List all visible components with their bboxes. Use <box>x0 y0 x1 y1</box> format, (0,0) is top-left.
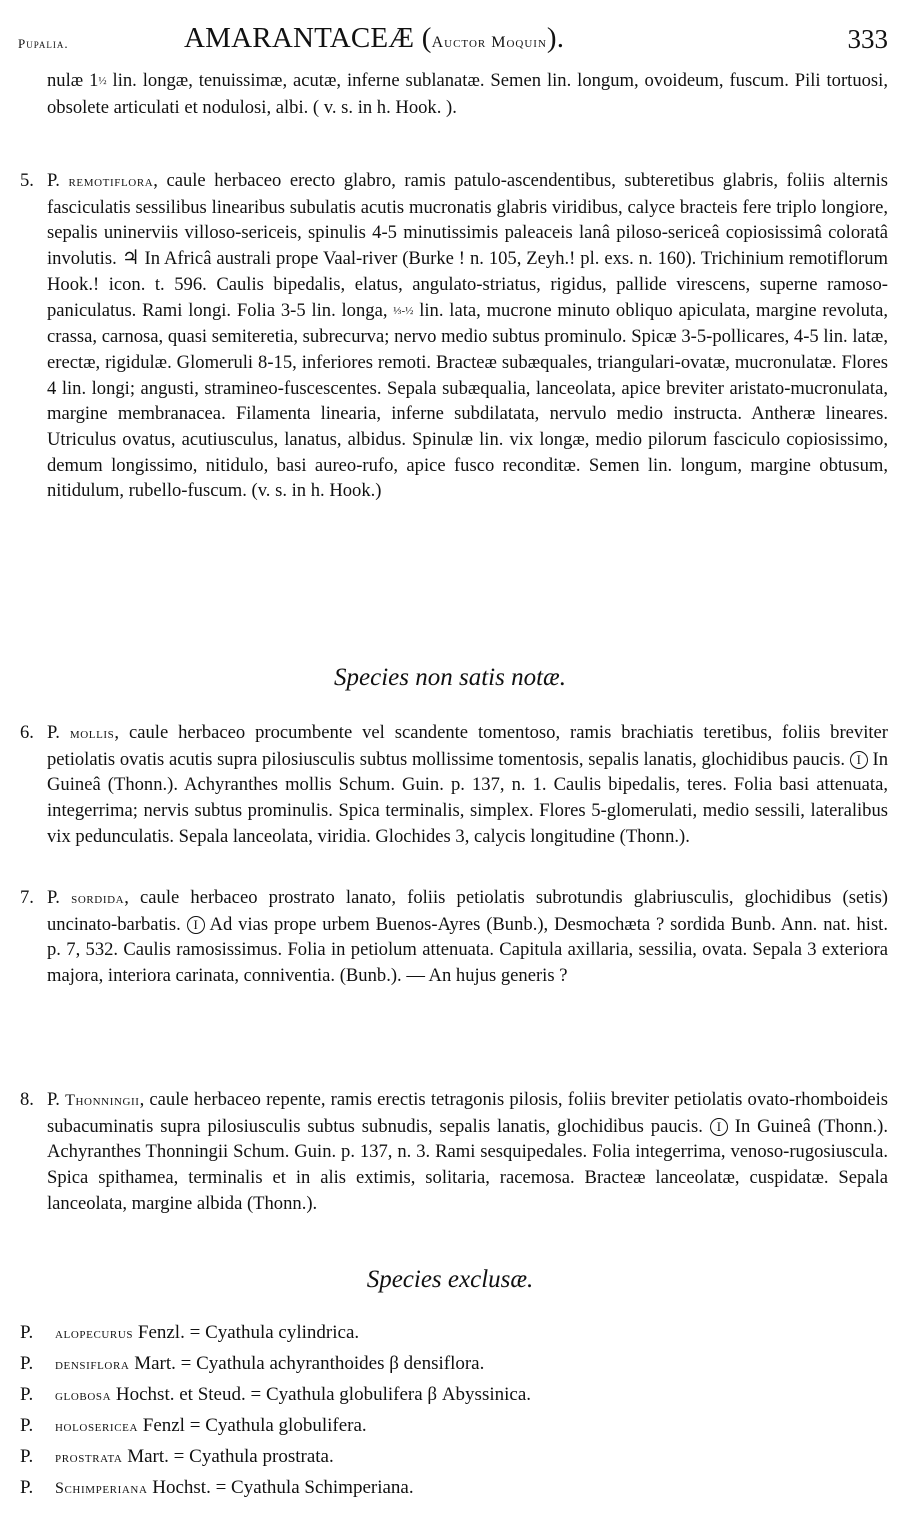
species-name: prostrata <box>55 1449 123 1466</box>
genus-abbr: P. <box>20 1353 34 1374</box>
species-name: remotiflora <box>68 173 154 190</box>
continuation-text-part: nulæ 1 <box>47 70 99 91</box>
description: In Guineâ (Thonn.). Achyranthes mollis Schum. Guin. p. 137, n. 1. Caulis bipedalis, teres. Folia basi attenuata, integerrima; nervis subtus prominulis. Spica terminalis, simplex. Flores 5-glomerulati, medio sessili, lateralibus vix pedunculatis. Sepala lanceolata, viridia. Glochides 3, calycis longitudine (Thonn.). <box>47 748 888 847</box>
species-name: holosericea <box>55 1418 138 1435</box>
species-entry-5 <box>20 168 888 504</box>
excluded-species-item <box>20 1380 531 1411</box>
species-name: Thonningii <box>65 1092 140 1109</box>
species-paragraph <box>20 168 888 504</box>
equals-sign: = <box>180 1353 192 1374</box>
description-part: lin. lata, mucrone minuto obliquo apiculata, margine revoluta, crassa, carnosa, quasi semiteretia, subrecurva; nervo medio subtus prominulo. Spicæ 3-5-pollicares, 4-5 lin. latæ, erectæ, rigidulæ. Glomeruli 8-15, inferiores remoti. Bracteæ subæquales, triangulari-ovatæ, mucronulatæ. Flores 4 lin. longi; angusti, stramineo-fuscescentes. Sepala subæqualia, lanceolata, apice breviter aristato-mucronulata, margine membranacea. Filamenta linearia, inferne subdilatata, nervulo medio instructa. Antheræ lineares. Utriculus ovatus, acutiusculus, lanatus, albidus. Spinulæ lin. vix longæ, medio pilorum fasciculo copiosissimo, demum longissimo, nitidulo, basi aureo-rufo, apice fusco reconditæ. Semen lin. longum, margine obtusum, nitidulum, rubello-fuscum. (v. s. in h. Hook.) <box>47 299 888 502</box>
description: In Guineâ (Thonn.). Achyranthes Thonningii Schum. Guin. p. 137, n. 3. Rami sesquipedales. Folia integerrima, venoso-rugosiuscula. Spica spithamea, terminalis et in alis extimis, solitaria, racemosa. Bracteæ lanceolatæ, cuspidatæ. Sepala lanceolata, margine albida (Thonn.). <box>47 1115 889 1214</box>
synonym: Cyathula globulifera β Abyssinica. <box>265 1384 532 1405</box>
species-author: Mart. <box>134 1353 176 1374</box>
synonym: Cyathula Schimperiana. <box>231 1477 414 1498</box>
species-author: Mart. <box>127 1446 169 1467</box>
continuation-paragraph <box>20 68 888 120</box>
equals-sign: = <box>189 1322 201 1343</box>
species-name: densiflora <box>55 1356 130 1373</box>
species-name: globosa <box>55 1387 112 1404</box>
excluded-species-item <box>20 1473 531 1504</box>
species-name: sordida <box>71 890 125 907</box>
running-head-title: AMARANTACEÆ (Auctor Moquin). <box>184 22 565 54</box>
species-name: mollis <box>69 725 115 742</box>
diagnosis: , caule herbaceo procumbente vel scandente tomentoso, ramis brachiatis teretibus, foliis breviter petiolatis ovatis acutis supra pilosiusculis subtus mollissime tomentosis, sepalis lanatis, glochidibus paucis. <box>47 722 888 770</box>
family-title: AMARANTACEÆ <box>184 22 415 54</box>
species-paragraph <box>20 720 888 850</box>
species-author: Hochst. <box>152 1477 211 1498</box>
section-heading-exclusae: Species exclusæ. <box>366 1266 534 1293</box>
excluded-species-list <box>20 1318 531 1504</box>
synonym: Cyathula cylindrica. <box>205 1322 360 1343</box>
species-entry-8 <box>20 1087 888 1217</box>
synonym: Cyathula prostrata. <box>189 1446 334 1467</box>
continuation-text <box>20 68 888 120</box>
genus-abbr: P. <box>47 887 60 908</box>
species-number: 6. <box>20 722 34 743</box>
genus-abbr: P. <box>20 1477 34 1498</box>
species-number: 7. <box>20 887 34 908</box>
species-paragraph <box>20 885 888 989</box>
synonym: Cyathula globulifera. <box>205 1415 367 1436</box>
species-number: 8. <box>20 1089 34 1110</box>
species-number: 5. <box>20 170 34 191</box>
description: Ad vias prope urbem Buenos-Ayres (Bunb.), Desmochæta ? sordida Bunb. Ann. nat. hist. p. 7, 532. Caulis ramosissimus. Folia in petiolum attenuata. Capitula axillaria, sessilia, ovata. Sepala 3 exteriora majora, interiora carinata, conniventia. (Bunb.). — An hujus generis ? <box>47 913 888 987</box>
genus-abbr: P. <box>20 1322 34 1343</box>
genus-abbr: P. <box>20 1384 34 1405</box>
page-number: 333 <box>847 24 888 54</box>
species-entry-7 <box>20 885 888 989</box>
species-author: Hochst. et Steud. <box>115 1384 246 1405</box>
annual-symbol-icon: I <box>710 1118 728 1136</box>
diagnosis: , caule herbaceo prostrato lanato, foliis petiolatis subrotundis glabriusculis, glochidibus (setis) uncinato-barbatis. <box>47 887 888 935</box>
description-part: In Africâ australi prope Vaal-river (Burke ! n. 105, Zeyh.! pl. exs. n. 160). Trichinium remotiflorum Hook.! icon. t. 596. Caulis bipedalis, elatus, angulato-striatus, rigidus, pallide virescens, superne ramoso-paniculatus. Rami longi. Folia 3-5 lin. longa, <box>47 248 888 321</box>
page-header <box>18 22 888 62</box>
equals-sign: = <box>189 1415 201 1436</box>
annual-symbol-icon: I <box>850 751 868 769</box>
annual-symbol-icon: I <box>187 916 205 934</box>
perennial-symbol-icon: ♃ <box>121 247 140 270</box>
synonym: Cyathula achyranthoides β densiflora. <box>196 1353 485 1374</box>
species-entry-6 <box>20 720 888 850</box>
fraction: ½ <box>98 75 107 87</box>
excluded-species-item <box>20 1349 531 1380</box>
fraction: ⅓-½ <box>393 304 414 317</box>
running-head-genus: Pupalia. <box>18 36 69 51</box>
diagnosis: , caule herbaceo erecto glabro, ramis patulo-ascendentibus, subteretibus glabris, foliis alternis fasciculatis sessilibus linearibus subulatis acutis mucronatis glabris viridibus, calyce bracteis fere triplo longiore, sepalis uninerviis villoso-sericeis, spinulis 4-5 minutissimis paleaceis lanâ piloso-sericeâ copiosissimâ coloratâ involutis. <box>47 170 888 270</box>
excluded-species-item <box>20 1318 531 1349</box>
equals-sign: = <box>215 1477 227 1498</box>
genus-abbr: P. <box>20 1415 34 1436</box>
species-paragraph <box>20 1087 888 1217</box>
genus-abbr: P. <box>47 722 60 743</box>
species-name: alopecurus <box>55 1325 134 1342</box>
diagnosis: , caule herbaceo repente, ramis erectis tetragonis pilosis, foliis breviter petiolatis ovato-rhomboideis subacuminatis supra pilosiusculis subtus subnudis, sepalis lanatis, glochidibus paucis. <box>47 1089 889 1137</box>
genus-abbr: P. <box>20 1446 34 1467</box>
excluded-species-item <box>20 1411 531 1442</box>
species-author: Fenzl <box>142 1415 185 1436</box>
genus-abbr: P. <box>47 1089 60 1110</box>
family-author: Auctor Moquin <box>431 34 547 51</box>
genus-abbr: P. <box>47 170 60 191</box>
equals-sign: = <box>250 1384 262 1405</box>
excluded-species-item <box>20 1442 531 1473</box>
equals-sign: = <box>173 1446 185 1467</box>
species-name: Schimperiana <box>55 1480 148 1497</box>
continuation-text-part: lin. longæ, tenuissimæ, acutæ, inferne sublanatæ. Semen lin. longum, ovoideum, fuscum. Pili tortuosi, obsolete articulati et nodulosi, albi. ( v. s. in h. Hook. ). <box>47 70 888 118</box>
species-author: Fenzl. <box>137 1322 185 1343</box>
section-heading-non-satis: Species non satis notæ. <box>334 664 566 691</box>
